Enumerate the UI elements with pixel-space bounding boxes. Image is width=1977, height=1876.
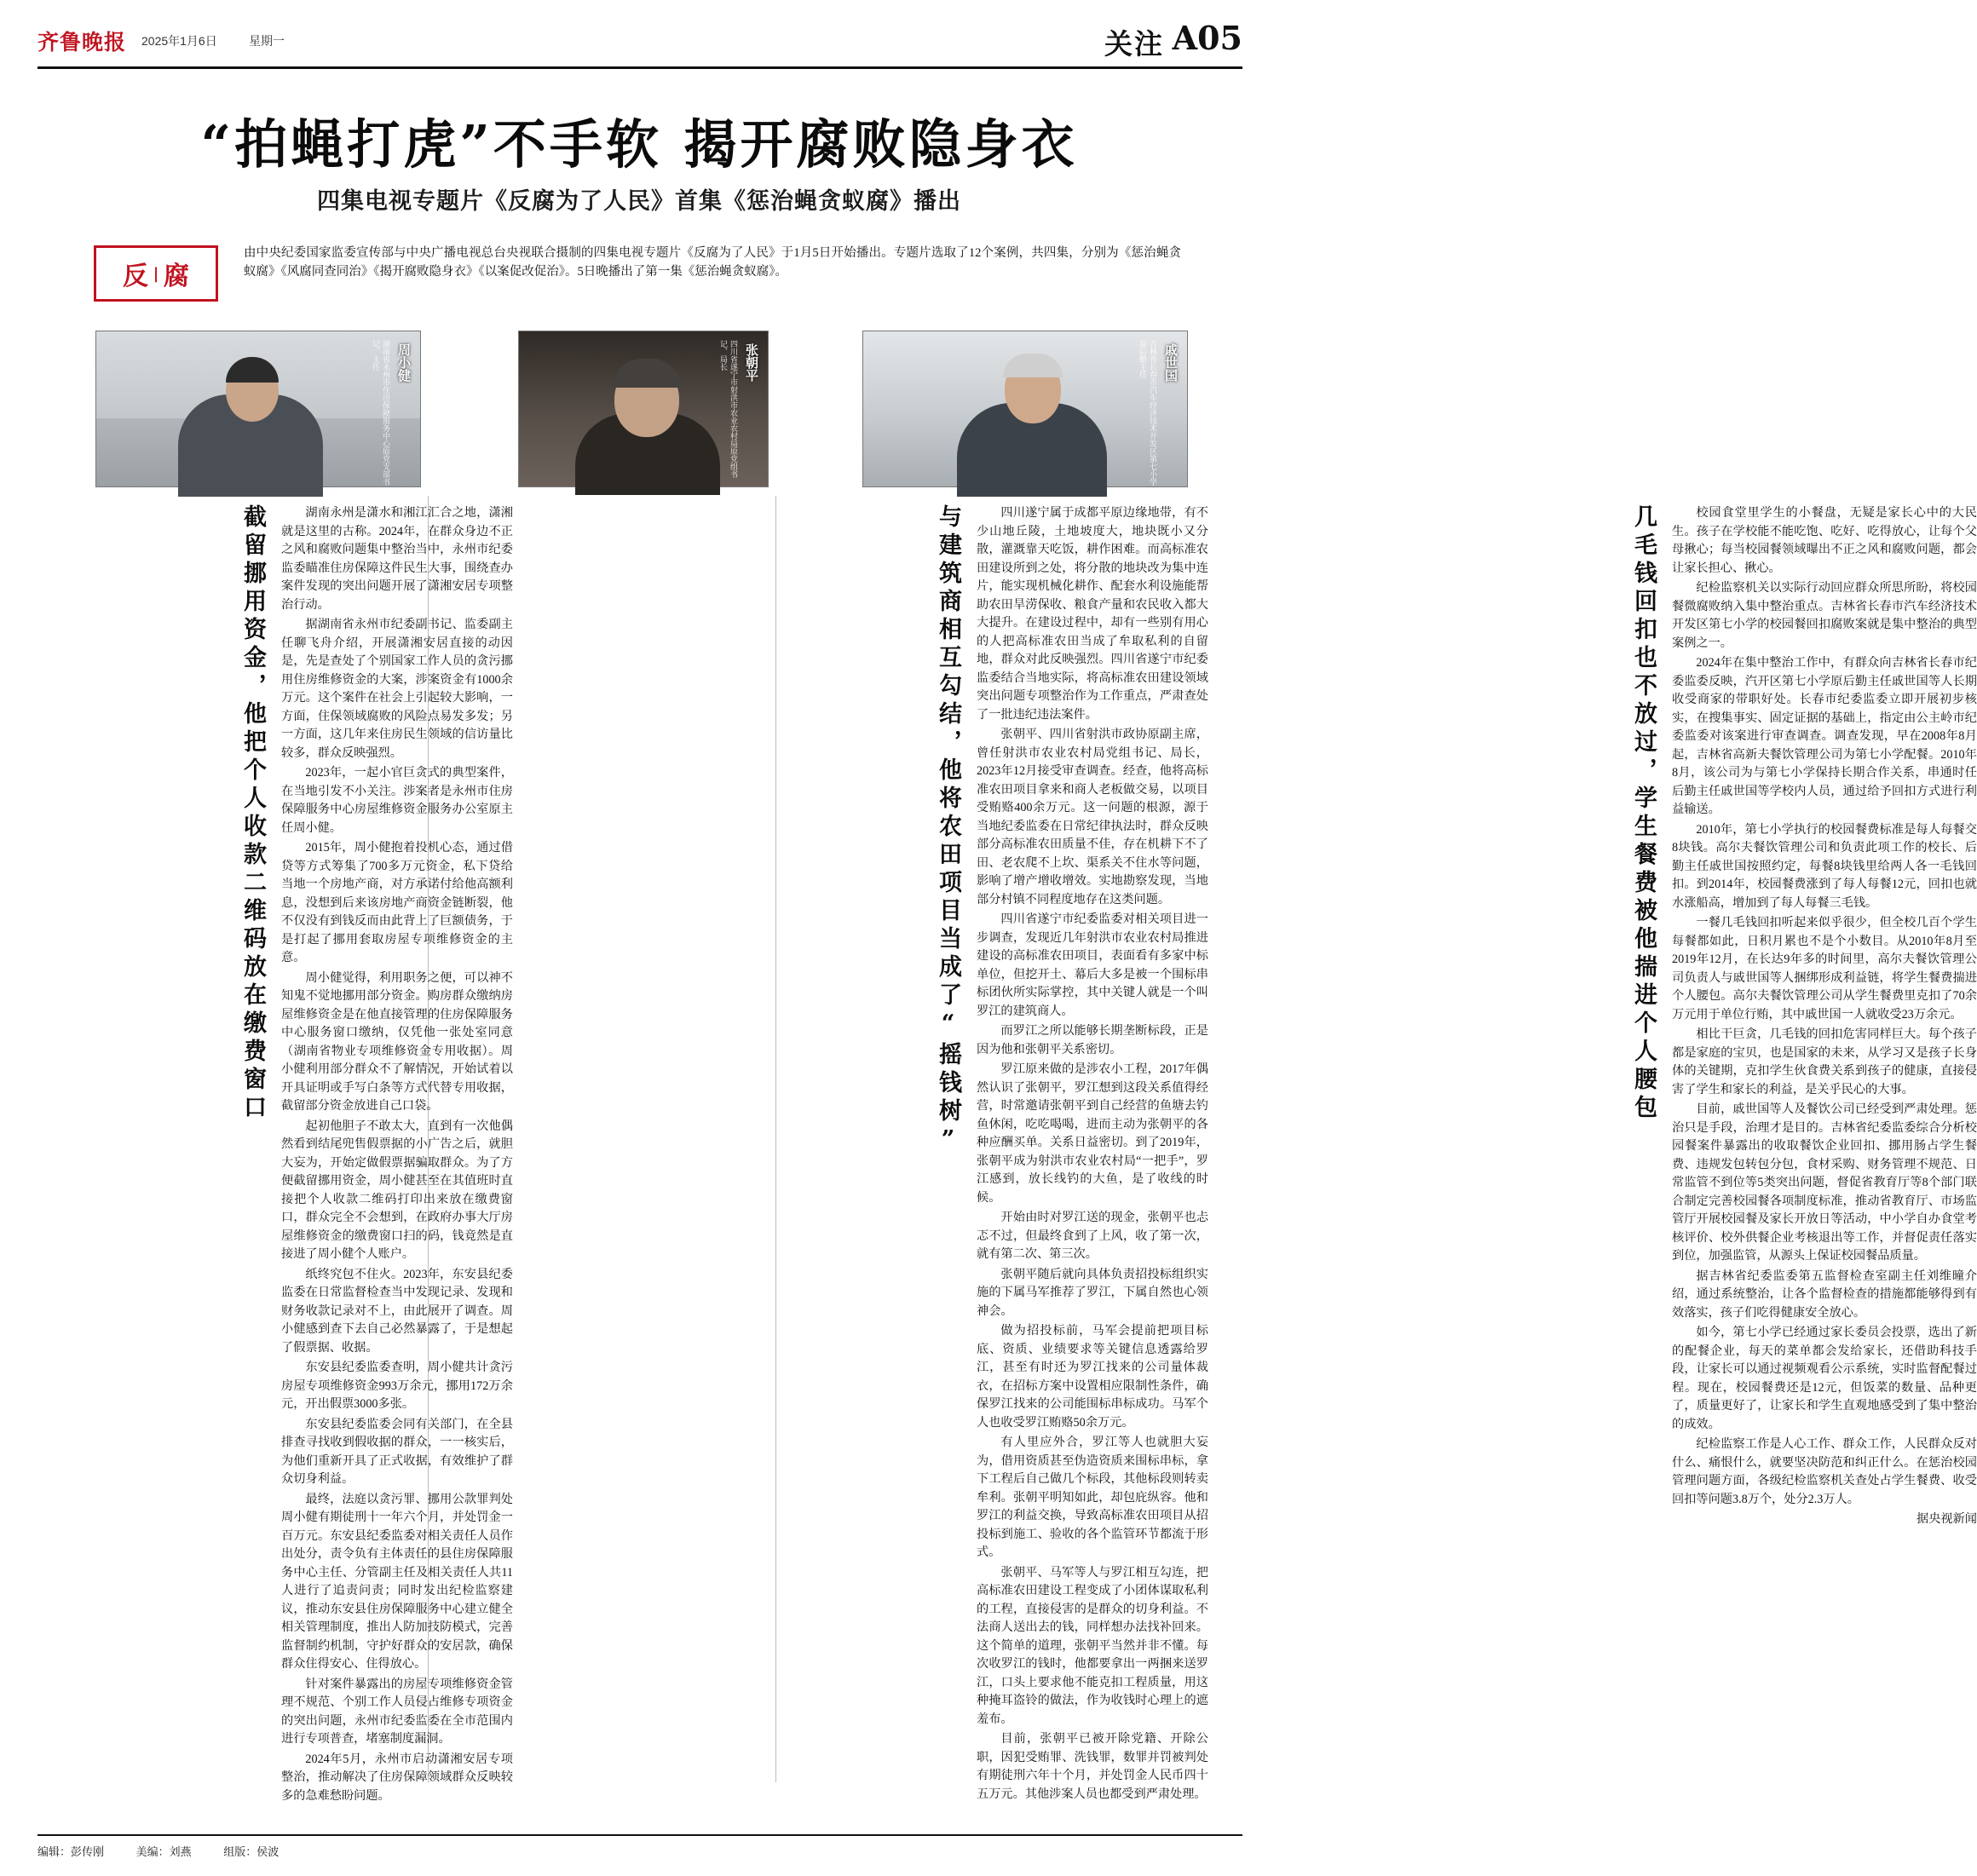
paragraph: 有人里应外合，罗江等人也就胆大妄为，借用资质甚至伪造资质来围标串标，拿下工程后自己做几个标段，其他标段则转卖牟利。张朝平明知如此，却包庇纵容。他和罗江的利益交换，导致高标准农田项目从招投标到施工、验收的各个监管环节都流于形式。: [977, 1436, 1208, 1559]
photo-title-label: 吉林省长春市汽车经济技术开发区第七小学原后勤主任: [1138, 340, 1157, 486]
paragraph: 四川省遂宁市纪委监委对相关项目进一步调查，发现近几年射洪市农业农村局推进建设的高标准农田项目，表面看有多家中标单位，但挖开土、幕后大多是被一个围标串标团伙所实际掌控，其中关键人就是一个叫罗江的建筑商人。: [977, 912, 1208, 1018]
column-divider: [775, 496, 776, 1782]
lead-block: [94, 245, 1186, 315]
publication-weekday: 星期一: [249, 34, 285, 48]
photo-title-label: 湖南省永州市住房保障服务中心原党支部书记、主任: [372, 340, 390, 486]
masthead: [37, 19, 1242, 69]
paragraph: 针对案件暴露出的房屋专项维修资金管理不规范、个别工作人员侵占维修专项资金的突出问题，永州市纪委监委在全市范围内进行专项普查，堵塞制度漏洞。: [281, 1677, 513, 1746]
page-subtitle: 四集电视专题片《反腐为了人民》首集《惩治蝇贪蚁腐》播出: [317, 188, 961, 214]
paragraph: 做为招投标前，马军会提前把项目标底、资质、业绩要求等关键信息透露给罗江，甚至有时还为罗江找来的公司量体裁衣，在招标方案中设置相应限制性条件，确保罗江找来的公司能围标串标成功。马军个人也收受罗江贿赂50余万元。: [977, 1324, 1208, 1430]
paragraph: 目前，戚世国等人及餐饮公司已经受到严肃处理。惩治只是手段，治理才是目的。吉林省纪委监委综合分析校园餐案件暴露出的收取餐饮企业回扣、挪用肠占学生餐费、违规发包转包分包，食材采购、财务管理不规范、日常监管不到位等5类突出问题，督促省教育厅等8个部门联合制定完善校园餐各项制度标准，推动省教育厅、市场监管厅开展校园餐及家长开放日等活动，中小学自办食堂考核评价、校外供餐企业考核退出等工作，并督促责任落实到位，加强监管，从源头上保证校园餐品质量。: [1672, 1102, 1977, 1263]
paragraph: 纪检监察工作是人心工作、群众工作，人民群众反对什么、痛恨什么，就要坚决防范和纠正什么。在惩治校园管理问题方面，各级纪检监察机关查处占学生餐费、收受回扣等问题3.8万个，处分2.3万人。: [1672, 1437, 1977, 1506]
paragraph: 张朝平、四川省射洪市政协原副主席，曾任射洪市农业农村局党组书记、局长，2023年12月接受审查调查。经查，他将高标准农田项目拿来和商人老板做交易，以项目受贿赂400余万元。这一问题的根源，源于当地纪委监委在日常纪律执法时，群众反映部分高标准农田质量不佳，存在机耕下不了田、老农爬不上坎、渠系关不住水等问题，影响了增产增收增效。实地勘察发现，当地部分村镇不同程度地存在这类问题。: [977, 728, 1208, 906]
page-footer: [37, 1834, 1242, 1859]
paragraph: 最终，法庭以贪污罪、挪用公款罪判处周小健有期徒刑十一年六个月，并处罚金一百万元。东安县纪委监委对相关责任人员作出处分，责令负有主体责任的县住房保障服务中心主任、分管副主任及相关责任人共11人进行了追责问责；同时发出纪检监察建议，推动东安县住房保障服务中心建立健全相关管理制度，推出人防加技防模式，完善监督制约机制，守护好群众的安居款，确保群众住得安心、住得放心。: [281, 1492, 513, 1671]
paragraph: 起初他胆子不敢太大，直到有一次他偶然看到结尾兜售假票据的小广告之后，就胆大妄为，开始定做假票据骗取群众。为了方便截留挪用资金，周小健甚至在其值班时直接把个人收款二维码打印出来放在缴费窗口，群众完全不会想到，在政府办事大厅房屋维修资金的缴费窗口扫的码，钱竟然是直接进了周小健个人账户。: [281, 1119, 513, 1261]
paragraph: 而罗江之所以能够长期垄断标段，正是因为他和张朝平关系密切。: [977, 1024, 1208, 1056]
paragraph: 纸终究包不住火。2023年，东安县纪委监委在日常监督检查当中发现记录、发现和财务收款记录对不上，由此展开了调查。周小健感到查下去自己必然暴露了，于是想起了假票据、收据。: [281, 1267, 513, 1355]
article-column-1: [95, 504, 513, 1803]
lead-paragraph: 由中央纪委国家监委宣传部与中央广播电视总台央视联合摄制的四集电视专题片《反腐为了人民》于1月5日开始播出。专题片选取了12个案例，共四集，分别为《惩治蝇贪蚁腐》《风腐同查同治》《揭开腐败隐身衣》《以案促改促治》。5日晚播出了第一集《惩治蝇贪蚁腐》。: [244, 246, 1181, 279]
paragraph: 罗江原来做的是涉农小工程，2017年偶然认识了张朝平，罗江想到这段关系值得经营，时常邀请张朝平到自己经营的鱼塘去钓鱼休闲，吃吃喝喝，进而主动为张朝平的各种应酬买单。关系日益密切。到了2019年，张朝平成为射洪市农业农村局“一把手”，罗江感到，放长线钓的大鱼，是了收线的时候。: [977, 1062, 1208, 1205]
article-source: 据央视新闻: [1916, 1512, 1977, 1526]
page-number: A05: [1172, 19, 1242, 57]
paragraph: 2023年，一起小官巨贪式的典型案件，在当地引发不小关注。涉案者是永州市住房保障服务中心房屋维修资金服务办公室原主任周小健。: [281, 766, 513, 835]
page-title: “拍蝇打虎”不手软 揭开腐败隐身衣: [200, 113, 1078, 176]
section-name: 关注: [1104, 30, 1164, 60]
paragraph: 2010年，第七小学执行的校园餐费标准是每人每餐交8块钱。高尔夫餐饮管理公司和负责此项工作的校长、后勤主任戚世国按照约定，每餐8块钱里给两人各一毛钱回扣。到2014年，校园餐费涨到了每人每餐12元，回扣也就水涨船高，增加到了每人每餐三毛钱。: [1672, 822, 1977, 910]
photo-name-label: 戚世国: [1163, 343, 1177, 382]
paragraph: 张朝平随后就向具体负责招投标组织实施的下属马军推荐了罗江，下属自然也心领神会。: [977, 1267, 1208, 1318]
article-column-3: [791, 504, 1977, 1779]
photo-qi-shiguo: [862, 331, 1188, 487]
paragraph: 如今，第七小学已经通过家长委员会投票，选出了新的配餐企业，每天的菜单都会发给家长，还借助科技手段，让家长可以通过视频观看公示系统，实时监督配餐过程。现在，校园餐费还是12元，但饭菜的数量、品种更了，质量更好了，让家长和学生直观地感受到了集中整治的成效。: [1672, 1326, 1977, 1431]
paragraph: 目前，张朝平已被开除党籍、开除公职，因犯受贿罪、洗钱罪，数罪并罚被判处有期徒刑六年十个月，并处罚金人民币四十五万元。其他涉案人员也都受到严肃处理。: [977, 1732, 1208, 1801]
paragraph: 一餐几毛钱回扣听起来似乎很少，但全校几百个学生每餐都如此，日积月累也不是个小数目。从2010年8月至2019年12月，在长达9年多的时间里，高尔夫餐饮管理公司负责人与戚世国等人捆绑形成利益链，将学生餐费揣进个人腰包。高尔夫餐饮管理公司从学生餐费里克扣了70余万元用于单位行贿，其中戚世国一人就收受23万余元。: [1672, 916, 1977, 1021]
paragraph: 2024年在集中整治工作中，有群众向吉林省长春市纪委监委反映，汽开区第七小学原后勤主任戚世国等人长期收受商家的带职好处。长春市纪委监委立即开展初步核实，在搜集事实、固定证据的基础上，指定由公主岭市纪委监委对该案进行审查调查。调查发现，早在2008年8月起，吉林省高新夫餐饮管理公司为第七小学配餐。2010年8月，该公司为与第七小学保持长期合作关系，串通时任后勤主任戚世国等学校内人员，通过给予回扣方式进行利益输送。: [1672, 656, 1977, 816]
photo-title-label: 四川省遂宁市射洪市农业农村局原党组书记、局长: [719, 340, 738, 478]
newspaper-logo: 齐鲁晚报: [37, 30, 127, 55]
badge-separator: |: [153, 264, 159, 283]
paragraph: 2015年，周小健抱着投机心态，通过借贷等方式筹集了700多万元资金，私下贷给当地一个房地产商，对方承诺付给他高额利息，没想到后来该房地产商资金链断裂，他不仅没有到钱反而由此背上了巨额债务，于是打起了挪用套取房屋专项维修资金的主意。: [281, 841, 513, 964]
paragraph: 纪检监察机关以实际行动回应群众所思所盼，将校园餐微腐败纳入集中整治重点。吉林省长春市汽车经济技术开发区第七小学的校园餐回扣腐败案就是集中整治的典型案例之一。: [1672, 581, 1977, 650]
anti-corruption-badge: [94, 245, 218, 302]
badge-left-char: 反: [123, 262, 148, 291]
paragraph: 东安县纪委监委会同有关部门，在全县排查寻找收到假收据的群众，一一核实后，为他们重新开具了正式收据，有效维护了群众切身利益。: [281, 1417, 513, 1486]
paragraph: 张朝平、马军等人与罗江相互勾连，把高标准农田建设工程变成了小团体谋取私利的工程，直接侵害的是群众的切身利益。不法商人送出去的钱，同样想办法找补回来。这个简单的道理，张朝平当然并非不懂。每次收罗江的钱时，他都要拿出一两捆来送罗江，口头上要求他不能克扣工程质量，用这种掩耳盗铃的做法，作为收钱时心理上的遮羞布。: [977, 1565, 1208, 1726]
paragraph: 相比干巨贪，几毛钱的回扣危害同样巨大。每个孩子都是家庭的宝贝，也是国家的未来，从学习又是孩子长身体的关键期，克扣学生伙食费关系到孩子的健康，直接侵害了学生和家长的利益，是关乎民心的大事。: [1672, 1027, 1977, 1096]
paragraph: 东安县纪委监委查明，周小健共计贪污房屋专项维修资金993万余元，挪用172万余元，开出假票3000多张。: [281, 1361, 513, 1411]
photo-zhang-chaoping: [518, 331, 769, 487]
badge-right-char: 腐: [164, 262, 189, 291]
paragraph: 湖南永州是潇水和湘江汇合之地，潇湘就是这里的古称。2024年，在群众身边不正之风和腐败问题集中整治当中，永州市纪委监委瞄准住房保障这件民生大事，围绕查办案件发现的突出问题开展了潇湘安居专项整治行动。: [281, 506, 513, 612]
column-3-vertical-title: 几毛钱回扣也不放过，学生餐费被他揣进个人腰包: [1630, 504, 1657, 1123]
publication-date: 2025年1月6日: [141, 34, 217, 48]
photo-name-label: 张朝平: [744, 343, 758, 382]
paragraph: 周小健觉得，利用职务之便，可以神不知鬼不觉地挪用部分资金。购房群众缴纳房屋维修资金是在他直接管理的住房保障服务中心服务窗口缴纳，仅凭他一张处室同意（湖南省物业专项维修资金专用收据）。周小健利用部分群众不了解情况，开始试着以开具证明或手写白条等方式代替专用收据，截留部分资金放进自己口袋。: [281, 970, 513, 1113]
paragraph: 2024年5月，永州市启动潇湘安居专项整治，推动解决了住房保障领域群众反映较多的急难愁盼问题。: [281, 1752, 513, 1803]
article-column-2: [443, 504, 1208, 1801]
footer-layout: 组版：侯波: [223, 1845, 280, 1858]
column-2-vertical-title: 与建筑商相互勾结，他将农田项目当成了“摇钱树”: [935, 504, 961, 1158]
footer-editor: 编辑：彭传刚: [37, 1845, 105, 1858]
paragraph: 开始由时对罗江送的现金，张朝平也忐忑不过，但最终食到了上风，收了第一次，就有第二次、第三次。: [977, 1211, 1208, 1261]
column-1-vertical-title: 截留挪用资金，他把个人收款二维码放在缴费窗口: [239, 504, 266, 1123]
column-3-body: [1672, 504, 1977, 1531]
paragraph: 四川遂宁属于成都平原边缘地带，有不少山地丘陵，土地坡度大，地块既小又分散，灌溉靠天吃饭，耕作困难。而高标准农田建设所到之处，将分散的地块改为集中连片，能实现机械化耕作、配套水利设施能帮助农田旱涝保收、粮食产量和农民收入都大大提升。在建设过程中，却有一些别有用心的人把高标准农田当成了牟取私利的自留地，群众对此反映强烈。四川省遂宁市纪委监委结合当地实际，将高标准农田建设领域突出问题专项整治作为工作重点，严肃查处了一批违纪违法案件。: [977, 506, 1208, 722]
photo-zhou-xiaojian: [95, 331, 421, 487]
paragraph: 据吉林省纪委监委第五监督检查室副主任刘维曈介绍，通过系统整治，让各个监督检查的措施都能够得到有效落实，孩子们吃得健康安全放心。: [1672, 1269, 1977, 1320]
photo-name-label: 周小健: [396, 343, 410, 382]
paragraph: 据湖南省永州市纪委副书记、监委副主任聊飞舟介绍，开展潇湘安居直接的动因是，先是查处了个别国家工作人员的贪污挪用住房维修资金的大案，涉案资金有1000余万元。这个案件在社会上引起较大影响，一方面，住保领域腐败的风险点易发多发；另一方面，这几年来住房民生领域的信访量比较多，群众反映强烈。: [281, 618, 513, 760]
paragraph: 校园食堂里学生的小餐盘，无疑是家长心中的大民生。孩子在学校能不能吃饱、吃好、吃得放心，让每个父母揪心；每当校园餐领域曝出不正之风和腐败问题，都会让家长担心、揪心。: [1672, 506, 1977, 575]
footer-art-editor: 美编：刘燕: [135, 1845, 192, 1858]
